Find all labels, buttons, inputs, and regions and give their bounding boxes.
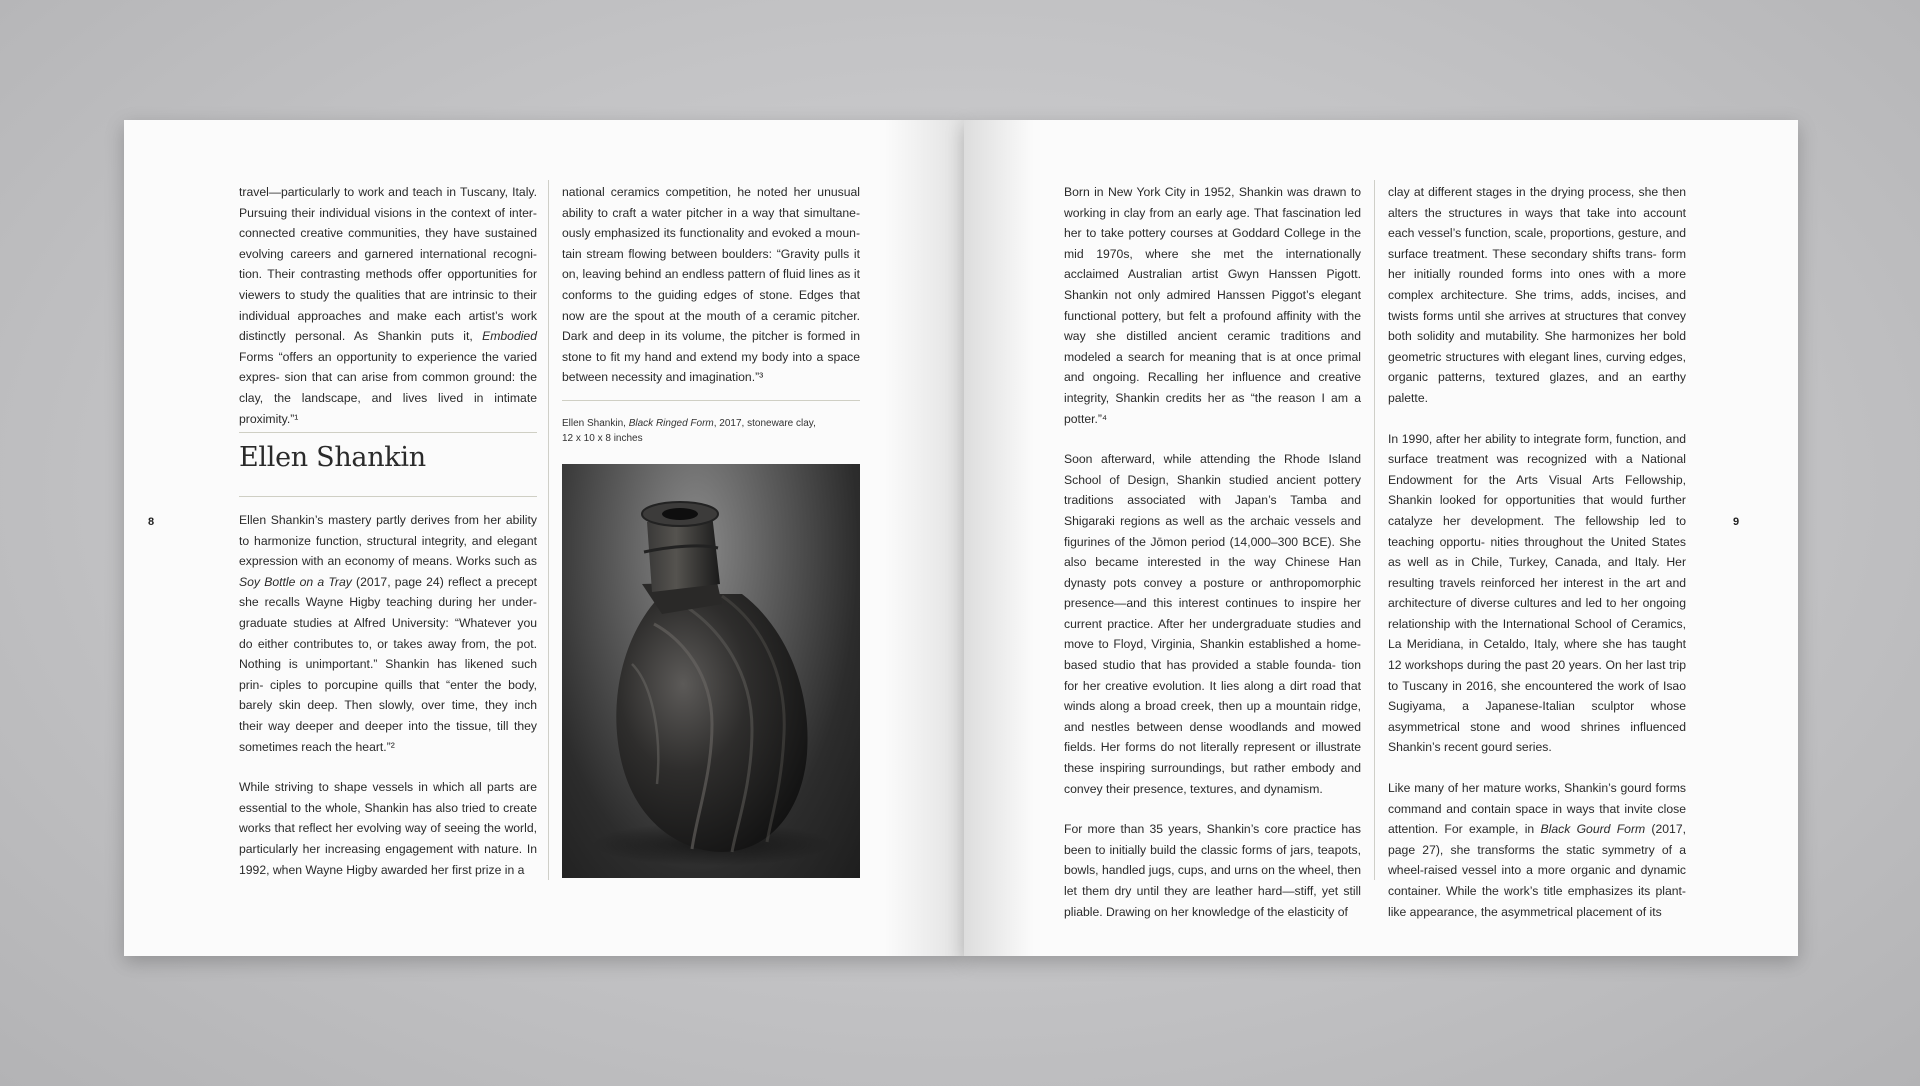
left-column-2 — [562, 182, 860, 408]
right-paragraph-clay: clay at different stages in the drying process, she then alters the structures in ways that take into account each vessel’s function, scale, proportions, gesture, and surface treatment. These secondary shifts trans- form her initially rounded forms into ones with a more complex architecture. She trims, adds, incises, and twists forms until she arrives at structures that convey both solidity and mutability. She harmonizes her bold geometric structures with elegant lines, curving edges, organic patterns, textured glazes, and an earthy palette. — [1388, 185, 1686, 405]
left-paragraph-mastery: Ellen Shankin’s mastery partly derives from her ability to harmonize function, structural integrity, and elegant expression with an economy of means. Works such as Soy Bottle on a Tray (2017, page 24) reflect a precept she recalls Wayne Higby teaching during her under- graduate studies at Alfred University: “Whatever you do either contributes to, or takes away from, the pot. Nothing is unimportant.” Shankin has likened such prin- ciples to porcupine quills that “enter the body, barely skin deep. Then slowly, over time, they inch their way deeper and deeper into the tissue, till they sometimes reach the heart.”² — [239, 513, 538, 754]
column-divider — [548, 180, 549, 880]
left-paragraph-vessels: While striving to shape vessels in which all parts are essential to the whole, Shankin has also tried to create works that reflect her evolving way of seeing the world, particularly her increasing engagement with nature. In 1992, when Wayne Higby awarded her first prize in a — [239, 780, 537, 877]
right-paragraph-born: Born in New York City in 1952, Shankin was drawn to working in clay from an early age. That fascination led her to take pottery courses at Goddard College in the mid 1970s, where she met the internationally acclaimed Australian artist Gwyn Hanssen Pigott. Shankin not only admired Hanssen Piggot’s elegant functional pottery, but felt a profound affinity with the way she distilled ancient ceramic traditions and modeled a search for meaning that is at once primal and ongoing. Recalling her influence and creative integrity, Shankin credits her as “the reason I am a potter.”⁴ — [1064, 185, 1361, 426]
right-column-2 — [1388, 182, 1686, 942]
right-paragraph-fellowship: In 1990, after her ability to integrate form, function, and surface treatment was recognized with a National Endowment for the Arts Visual Arts Fellowship, Shankin looked for opportunities that would further catalyze her development. The fellowship led to teaching opportu- nities throughout the United States as well as in Chile, Turkey, Canada, and Italy. Her resulting travels reinforced her interest in the art and architecture of diverse cultures and led to her ongoing relationship with the International School of Ceramics, La Meridiana, in Cetaldo, Italy, where she has taught 12 workshops during the past 20 years. On her last trip to Tuscany in 2016, she encountered the work of Isao Sugiyama, a Japanese-Italian sculptor whose asymmetrical stone and wood shrines influenced Shankin’s recent gourd series. — [1388, 431, 1686, 755]
heading-rule-top — [239, 432, 537, 433]
black-ringed-form-vase-image — [562, 464, 860, 878]
left-page — [124, 120, 964, 956]
left-column-1-top — [239, 182, 537, 449]
page-number-right: 9 — [1733, 516, 1740, 528]
right-paragraph-risd: Soon afterward, while attending the Rhode Island School of Design, Shankin studied ancient pottery traditions associated with Japan’s Tamba and Shigaraki regions as well as the archaic vessels and figurines of the Jōmon period (14,000–300 BCE). She also became interested in the way Chinese Han dynasty pots convey a posture or anthropomorphic presence—and this interest continues to inspire her current practice. After her undergraduate studies and move to Floyd, Virginia, Shankin established a home-based studio that has provided a stable founda- tion for her creative evolution. It lies along a dirt road that winds along a broad creek, then up a mountain ridge, and nestles between dense woodlands and mowed fields. Her forms do not literally represent or illustrate these inspiring surroundings, but rather embody and convey their presence, textures, and dynamism. — [1064, 452, 1361, 796]
right-column-1 — [1064, 182, 1361, 942]
page-number-left: 8 — [148, 516, 155, 528]
left-column-1-bottom — [239, 510, 537, 900]
right-paragraph-gourd: Like many of her mature works, Shankin’s gourd forms command and contain space in ways that invite close attention. For example, in Black Gourd Form (2017, page 27), she transforms the static symmetry of a wheel-raised vessel into a more organic and dynamic container. While the work’s title emphasizes its plant- like appearance, the asymmetrical placement of its — [1388, 781, 1686, 919]
figure-caption: Ellen Shankin, Black Ringed Form, 2017, stoneware clay, 12 x 10 x 8 inches — [562, 418, 816, 444]
right-paragraph-practice: For more than 35 years, Shankin’s core practice has been to initially build the classic forms of jars, teapots, bowls, handled jugs, cups, and urns on the wheel, then let them dry until they are leather hard—stiff, yet still pliable. Drawing on her knowledge of the elasticity of — [1064, 822, 1361, 919]
pottery-photo — [562, 464, 860, 878]
left-paragraph-competition: national ceramics competition, he noted her unusual ability to craft a water pitcher in a way that simultane- ously emphasized its functionality and evoked a moun- tain stream flowing between boulders: “Gravity pulls it on, leaving behind an endless pattern of fluid lines as it conforms to the guiding edges of stone. Edges that now are the spout at the mouth of a ceramic pitcher. Dark and deep in its volume, the pitcher is formed in stone to fit my hand and extend my body into a space between necessity and imagination.”³ — [562, 185, 860, 385]
left-paragraph-intro: travel—particularly to work and teach in Tuscany, Italy. Pursuing their individual visions in the context of inter- connected creative communities, they have sustained evolving careers and garnered international recogni- tion. Their contrasting methods offer opportunities for viewers to study the qualities that are intrinsic to their individual approaches and make each artist’s work distinctly personal. As Shankin puts it, Embodied Forms “offers an opportunity to experience the varied expres- sion that can arise from common ground: the clay, the landscape, and lives lived in intimate proximity.”¹ — [239, 185, 537, 426]
caption-rule — [562, 400, 860, 401]
heading-rule-bottom — [239, 496, 537, 497]
column-divider-right — [1374, 180, 1375, 880]
section-heading: Ellen Shankin — [239, 442, 426, 473]
right-page — [964, 120, 1798, 956]
